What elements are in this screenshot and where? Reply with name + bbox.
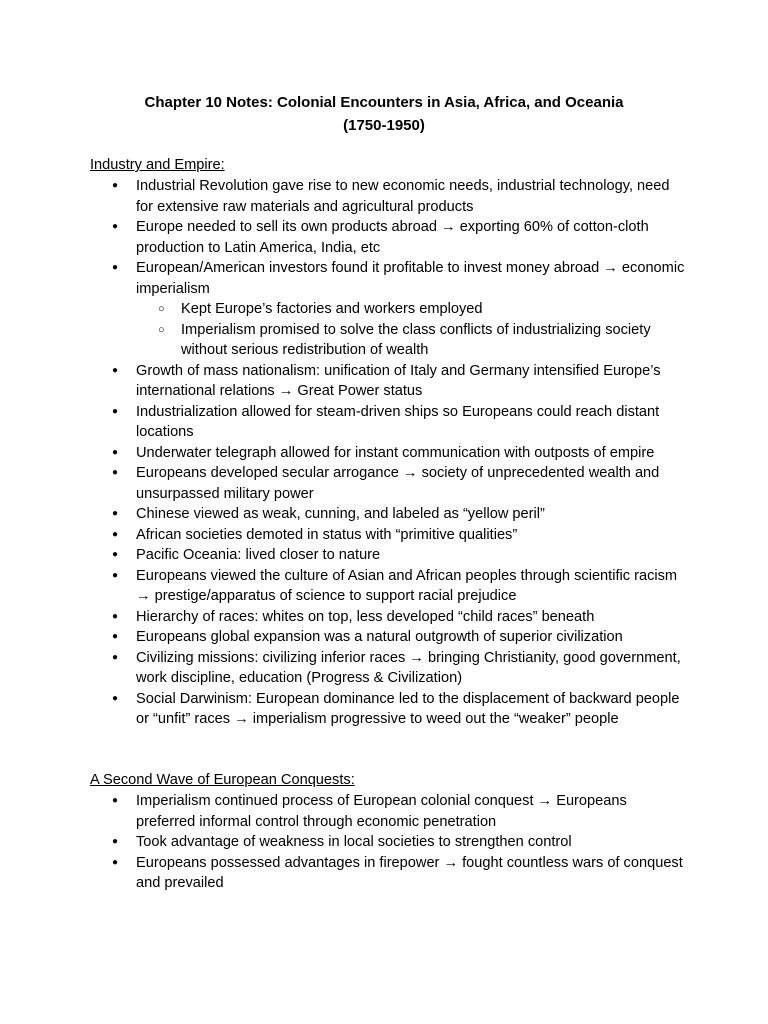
list-item: ● Europeans developed secular arrogance → society of unprecedented wealth and unsurpassed military power xyxy=(0,463,768,504)
page-title-line-1: Chapter 10 Notes: Colonial Encounters in Asia, Africa, and Oceania xyxy=(144,94,624,111)
bullet-list-second-wave xyxy=(0,791,768,894)
list-item: ● Growth of mass nationalism: unification of Italy and Germany intensified Europe’s international relations → Great Power status xyxy=(0,361,768,402)
list-item: ● Europe needed to sell its own products abroad → exporting 60% of cotton-cloth production to Latin America, India, etc xyxy=(0,217,768,258)
list-item: ● Industrial Revolution gave rise to new economic needs, industrial technology, need for extensive raw materials and agricultural products xyxy=(0,176,768,217)
sub-list-item: ○ Imperialism promised to solve the class conflicts of industrializing society without serious redistribution of wealth xyxy=(136,320,686,361)
bullet-list-industry-and-empire xyxy=(0,176,768,730)
list-item: ● Social Darwinism: European dominance led to the displacement of backward people or “unfit” races → imperialism progressive to weed out the “weaker” people xyxy=(0,689,768,730)
list-item: ● Pacific Oceania: lived closer to nature xyxy=(0,545,768,566)
list-item: ● Industrialization allowed for steam-driven ships so Europeans could reach distant locations xyxy=(0,402,768,443)
list-item: ● African societies demoted in status with “primitive qualities” xyxy=(0,525,768,546)
page-title xyxy=(0,92,768,137)
list-item: ● Chinese viewed as weak, cunning, and labeled as “yellow peril” xyxy=(0,504,768,525)
list-item: ● Imperialism continued process of European colonial conquest → Europeans preferred informal control through economic penetration xyxy=(0,791,768,832)
sub-list-item: ○ Kept Europe’s factories and workers employed xyxy=(136,299,686,320)
sub-bullet-list xyxy=(136,299,686,361)
section-heading-industry-and-empire: Industry and Empire: xyxy=(90,157,225,173)
section-heading-second-wave: A Second Wave of European Conquests: xyxy=(90,772,355,788)
list-item: ● Hierarchy of races: whites on top, less developed “child races” beneath xyxy=(0,607,768,628)
list-item: ● European/American investors found it profitable to invest money abroad → economic imperialism ○ Kept Europe’s factories and workers employed ○ Imperialism promised to solve the class conflicts of industrializing society without serious redistribution of wealth xyxy=(0,258,768,361)
list-item: ● Europeans possessed advantages in firepower → fought countless wars of conquest and prevailed xyxy=(0,853,768,894)
list-item: ● Underwater telegraph allowed for instant communication with outposts of empire xyxy=(0,443,768,464)
list-item: ● Civilizing missions: civilizing inferior races → bringing Christianity, good government, work discipline, education (Progress & Civilization) xyxy=(0,648,768,689)
list-item: ● Europeans global expansion was a natural outgrowth of superior civilization xyxy=(0,627,768,648)
page-title-line-2: (1750-1950) xyxy=(343,116,425,134)
list-item: ● Europeans viewed the culture of Asian and African peoples through scientific racism → prestige/apparatus of science to support racial prejudice xyxy=(0,566,768,607)
list-item: ● Took advantage of weakness in local societies to strengthen control xyxy=(0,832,768,853)
